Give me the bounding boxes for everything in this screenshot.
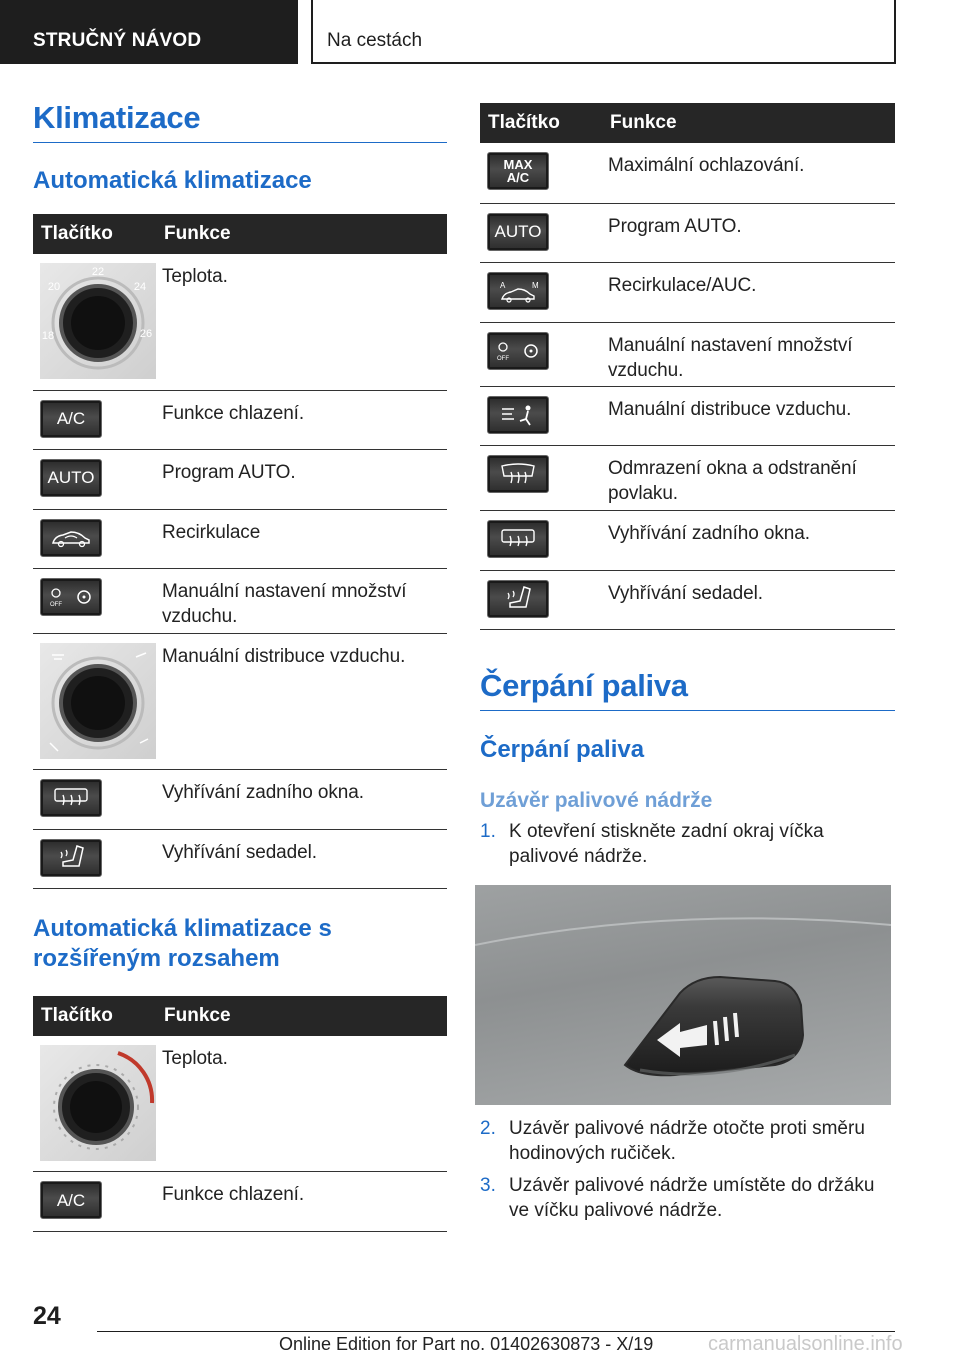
knob-label: 22: [91, 266, 105, 278]
function-text: Vyhřívání zadního okna.: [156, 769, 447, 829]
function-text: Manuální nastavení množství vzduchu.: [156, 568, 447, 633]
function-text: Manuální distribuce vzduchu.: [602, 386, 895, 445]
list-item: [480, 1173, 895, 1223]
temperature-knob-extended-icon: [40, 1045, 156, 1161]
ac-label: A/C: [56, 1190, 86, 1210]
table-row: [33, 829, 447, 888]
function-text: Recirkulace/AUC.: [602, 262, 895, 322]
seat-heating-icon: [40, 839, 102, 877]
rear-window-heating-icon: [40, 779, 102, 817]
temperature-knob-icon: [40, 263, 156, 379]
header-chapter-label: Na cestách: [327, 30, 423, 51]
auto-label: AUTO: [47, 468, 95, 487]
footer-edition: Online Edition for Part no. 01402630873 - X/19: [279, 1334, 654, 1354]
header-section-label: STRUČNÝ NÁVOD: [33, 30, 202, 51]
function-text: Manuální nastavení množství vzduchu.: [602, 322, 895, 386]
step-text: K otevření stiskněte zadní okraj víčka palivové nádrže.: [509, 820, 824, 867]
auc-m-label: M: [532, 280, 539, 290]
section-heading-auto-climate: Automatická klimatizace: [33, 167, 312, 194]
table-row: [33, 390, 447, 449]
function-text: Vyhřívání sedadel.: [602, 570, 895, 629]
table-row: [480, 445, 895, 510]
table-row: [33, 568, 447, 633]
step-text: Uzávěr palivové nádrže umístěte do držáku ve víčku palivové nádrže.: [509, 1174, 875, 1221]
max-label: MAX: [503, 157, 533, 172]
rear-window-heating-icon: [487, 520, 549, 558]
table-header-button: Tlačítko: [480, 103, 602, 143]
table-row: [480, 322, 895, 386]
function-text: Vyhřívání sedadel.: [156, 829, 447, 888]
function-text: Manuální distribuce vzduchu.: [156, 633, 447, 769]
function-text: Maximální ochlazování.: [602, 143, 895, 203]
table-row: [33, 254, 447, 390]
step-number: 1.: [480, 820, 496, 842]
steps-list: [480, 819, 895, 869]
function-text: Funkce chlazení.: [156, 390, 447, 449]
page-title: Klimatizace: [33, 100, 447, 143]
subsection-heading-fuel-cap: Uzávěr palivové nádrže: [480, 788, 713, 812]
function-text: Odmrazení okna a odstranění povlaku.: [602, 445, 895, 510]
function-text: Funkce chlazení.: [156, 1172, 447, 1232]
fan-button-icon: [487, 332, 549, 370]
fan-off-label: OFF: [497, 355, 509, 362]
table-row: [33, 1172, 447, 1232]
steps-list-continued: [480, 1116, 895, 1223]
function-text: Teplota.: [156, 254, 447, 390]
function-text: Program AUTO.: [602, 203, 895, 262]
section-heading-extended-climate: Automatická klimatizace s rozšířeným rozsahem: [33, 914, 332, 972]
table-row: [480, 510, 895, 570]
header-chapter-tab: [311, 0, 896, 64]
auto-button-icon: [487, 213, 549, 251]
step-text: Uzávěr palivové nádrže otočte proti směru hodinových ručiček.: [509, 1117, 865, 1164]
table-row: [480, 203, 895, 262]
ac-label: A/C: [506, 170, 530, 185]
air-distribution-knob-icon: [40, 643, 156, 759]
footer-divider: [97, 1331, 895, 1332]
knob-label: 24: [133, 281, 147, 293]
seat-heating-icon: [487, 580, 549, 618]
function-text: Recirkulace: [156, 509, 447, 568]
table-row: [33, 769, 447, 829]
fuel-flap-photo: [475, 885, 891, 1105]
section-title-refueling: Čerpání paliva: [480, 668, 895, 711]
knob-label: 26: [139, 328, 153, 340]
function-text: Program AUTO.: [156, 449, 447, 509]
auto-label: AUTO: [494, 222, 542, 241]
right-column: [480, 103, 895, 1223]
table-header-function: Funkce: [156, 214, 447, 254]
header-section-tab: [0, 0, 298, 64]
table-row: [480, 386, 895, 445]
recirculation-auc-icon: [487, 272, 549, 310]
windshield-defrost-icon: [487, 455, 549, 493]
ac-button-icon: [40, 1181, 102, 1219]
table-row: [480, 570, 895, 629]
air-distribution-icon: [487, 396, 549, 434]
auc-a-label: A: [500, 280, 506, 290]
step-number: 3.: [480, 1174, 496, 1196]
list-item: [480, 819, 895, 869]
fan-button-icon: [40, 578, 102, 616]
table-row: [33, 633, 447, 769]
page-number: 24: [33, 1302, 61, 1330]
climate-table: [33, 214, 447, 889]
function-text: Vyhřívání zadního okna.: [602, 510, 895, 570]
max-ac-button-icon: [487, 152, 549, 190]
auto-button-icon: [40, 459, 102, 497]
ac-label: A/C: [56, 409, 86, 428]
knob-label: 18: [41, 330, 55, 342]
section-heading-refueling: Čerpání paliva: [480, 735, 645, 763]
table-header-function: Funkce: [156, 996, 447, 1036]
recirculation-icon: [40, 519, 102, 557]
left-column: [33, 100, 447, 1232]
step-number: 2.: [480, 1117, 496, 1139]
footer-watermark: carmanualsonline.info: [708, 1333, 903, 1355]
ac-button-icon: [40, 400, 102, 438]
table-header-button: Tlačítko: [33, 996, 156, 1036]
knob-label: 20: [47, 281, 61, 293]
table-header-function: Funkce: [602, 103, 895, 143]
table-row: [33, 509, 447, 568]
function-text: Teplota.: [156, 1036, 447, 1172]
list-item: [480, 1116, 895, 1166]
table-row: [480, 262, 895, 322]
table-header-button: Tlačítko: [33, 214, 156, 254]
extended-climate-functions-table: [480, 103, 895, 630]
table-row: [33, 1036, 447, 1172]
table-row: [480, 143, 895, 203]
table-row: [33, 449, 447, 509]
extended-climate-table: [33, 996, 447, 1233]
fan-off-label: OFF: [50, 601, 62, 608]
